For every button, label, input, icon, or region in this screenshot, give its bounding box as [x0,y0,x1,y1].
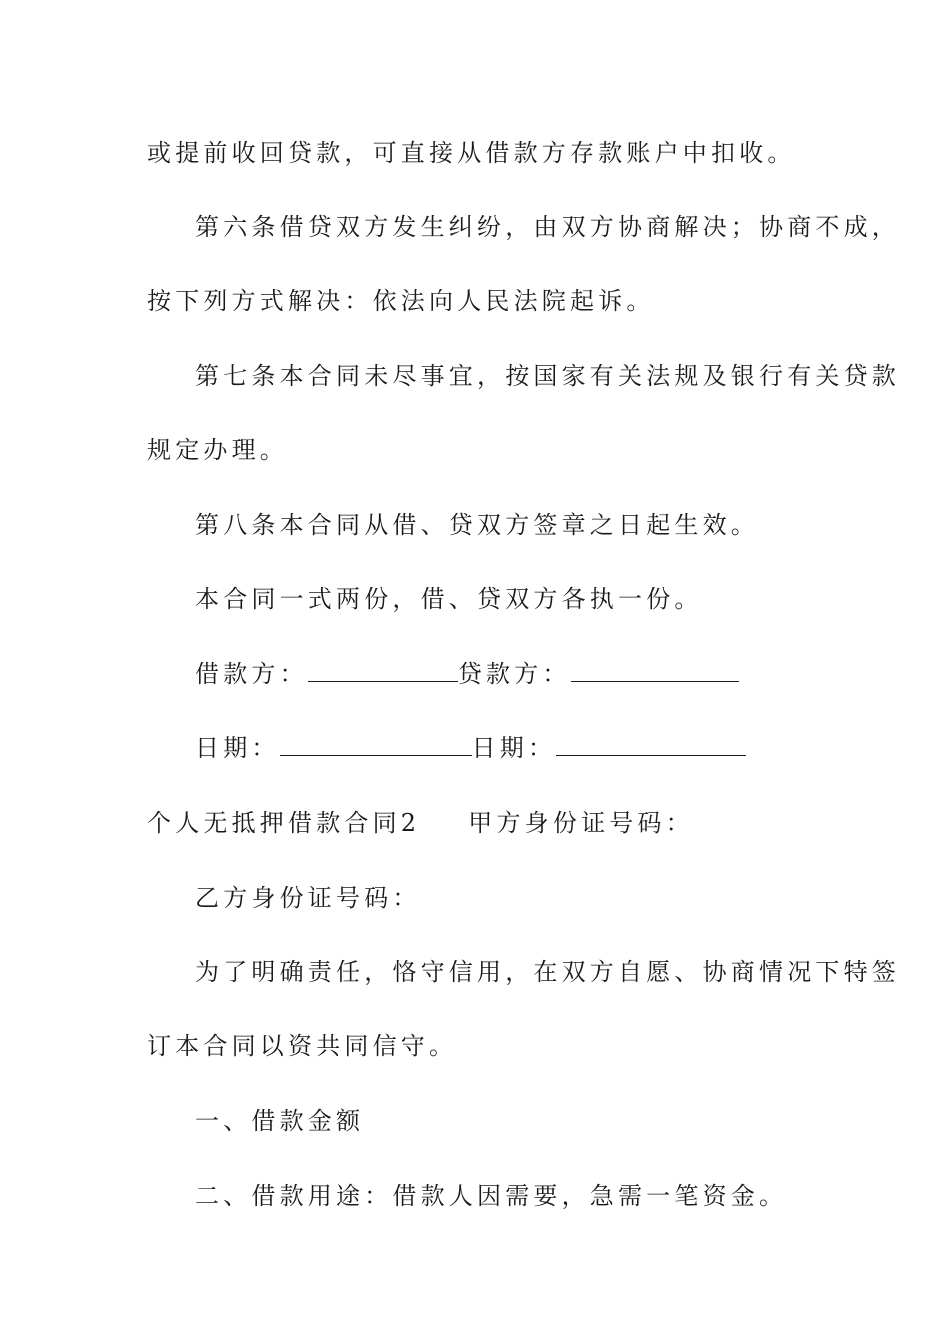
date-label-borrower: 日期： [195,734,280,762]
party-a-id-label: 甲方身份证号码： [468,809,694,837]
borrower-label: 借款方： [195,660,308,688]
article-7-line-2: 规定办理。 [147,436,288,464]
contract-2-title: 个人无抵押借款合同2 [147,809,421,837]
signature-dates-line [195,732,746,764]
borrower-date-blank[interactable] [280,733,472,756]
borrower-signature-blank[interactable] [308,659,458,682]
signature-parties-line [195,658,739,690]
preamble-line-2: 订本合同以资共同信守。 [147,1032,458,1060]
party-b-id-label: 乙方身份证号码： [195,884,421,912]
contract-2-heading-line [147,807,694,839]
preamble-line-1: 为了明确责任，恪守信用，在双方自愿、协商情况下特签 [195,958,900,986]
date-label-lender: 日期： [471,734,557,762]
section-2-line: 二、借款用途：借款人因需要，急需一笔资金。 [195,1182,788,1210]
article-8-line: 第八条本合同从借、贷双方签章之日起生效。 [195,511,759,539]
paragraph-line: 或提前收回贷款，可直接从借款方存款账户中扣收。 [147,139,796,167]
lender-date-blank[interactable] [556,733,746,756]
section-1-heading: 一、借款金额 [195,1107,365,1135]
article-6-line-2: 按下列方式解决：依法向人民法院起诉。 [147,287,655,315]
article-7-line-1: 第七条本合同未尽事宜，按国家有关法规及银行有关贷款 [195,362,900,390]
lender-signature-blank[interactable] [571,659,739,682]
lender-label: 贷款方： [457,660,571,688]
article-6-line-1: 第六条借贷双方发生纠纷，由双方协商解决；协商不成， [195,213,900,241]
copies-line: 本合同一式两份，借、贷双方各执一份。 [195,585,703,613]
